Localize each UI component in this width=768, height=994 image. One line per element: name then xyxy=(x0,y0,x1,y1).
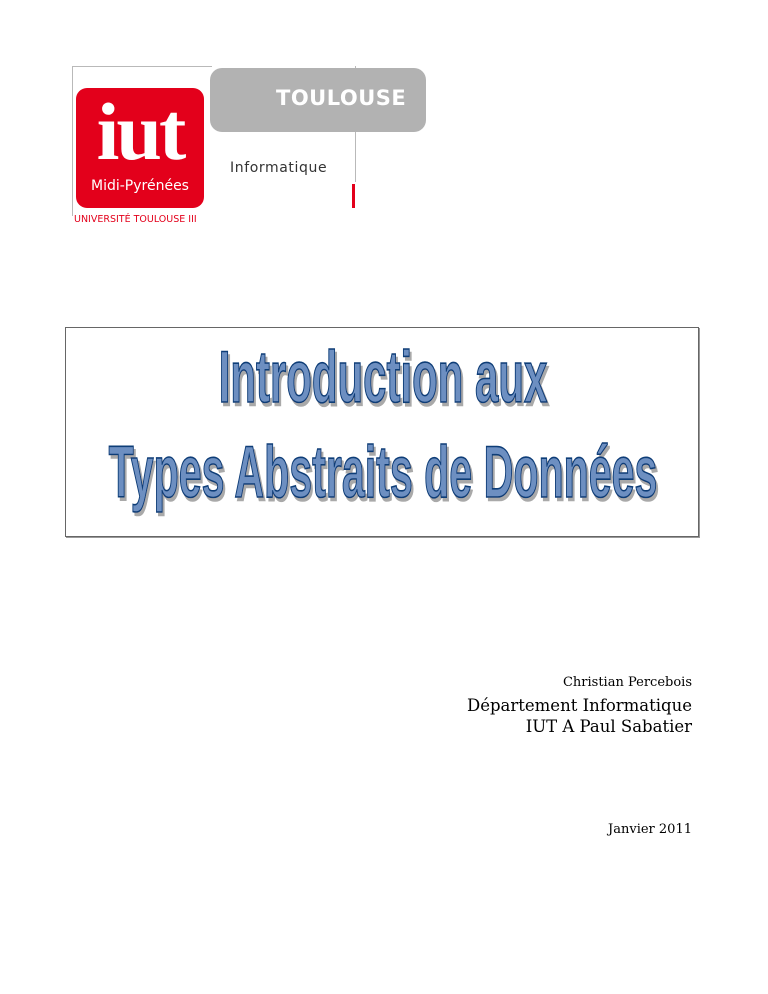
logo-frame-top xyxy=(72,66,212,67)
author-institution: IUT A Paul Sabatier xyxy=(525,717,692,736)
title-svg xyxy=(66,328,700,538)
logo-red-accent xyxy=(352,184,355,208)
logo-region: Midi-Pyrénées xyxy=(91,178,189,194)
title-box xyxy=(65,327,699,537)
author-name: Christian Percebois xyxy=(562,675,692,690)
author-block xyxy=(467,671,692,737)
logo-university: UNIVERSITÉ TOULOUSE III xyxy=(74,214,197,225)
author-department: Département Informatique xyxy=(466,696,692,715)
logo-department: Informatique xyxy=(230,160,328,176)
logo-acronym: iut xyxy=(96,86,184,177)
publication-date: Janvier 2011 xyxy=(608,822,692,837)
title-line-1: Introduction aux xyxy=(218,336,548,419)
iut-logo xyxy=(72,66,407,228)
logo-red-block xyxy=(76,88,204,208)
title-line-2: Types Abstraits de Données xyxy=(108,431,658,514)
logo-brand-text: TOULOUSE xyxy=(276,86,407,110)
logo-frame-left xyxy=(72,66,73,216)
